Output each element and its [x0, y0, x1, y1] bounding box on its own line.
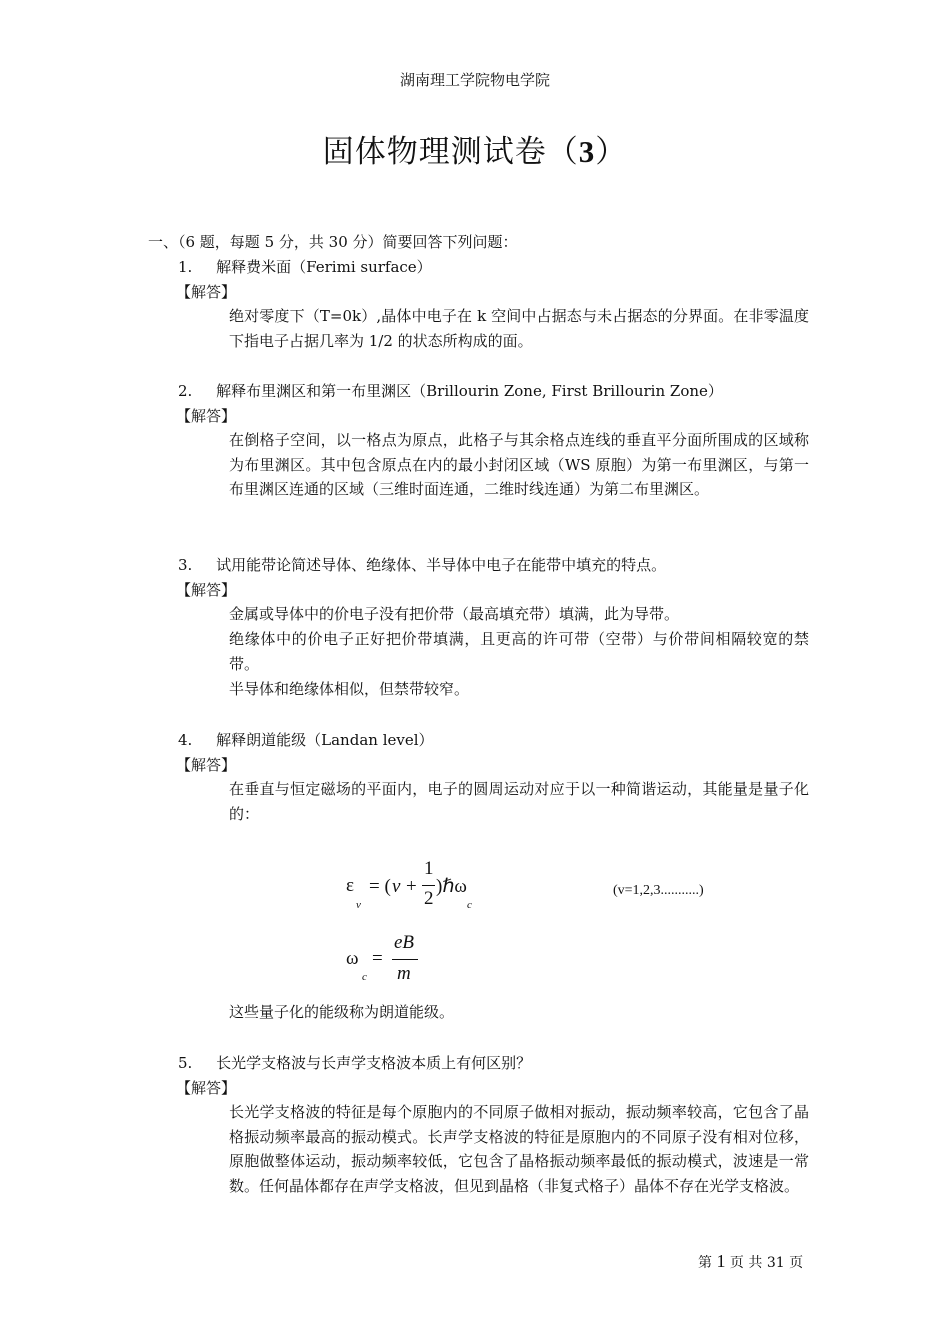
formula-equals: = ( — [369, 876, 391, 897]
footer-mid: 页 共 — [729, 1255, 763, 1271]
question-4 — [178, 728, 434, 752]
question-text: 试用能带论简述导体、绝缘体、半导体中电子在能带中填充的特点。 — [216, 556, 667, 574]
question-1 — [178, 255, 432, 279]
answer-paragraph: 半导体和绝缘体相似，但禁带较窄。 — [229, 680, 470, 698]
formula-condition: (v=1,2,3...........) — [613, 883, 704, 898]
footer-post: 页 — [789, 1255, 804, 1271]
answer-label: 【解答】 — [176, 407, 237, 425]
question-2 — [178, 379, 723, 403]
question-number: 3. — [178, 556, 193, 574]
question-text: 解释布里渊区和第一布里渊区（Brillourin Zone, First Brillourin Zone） — [216, 382, 723, 400]
formula-equals: = — [372, 948, 383, 969]
formula-hbar-omega: )ℏω — [436, 876, 467, 897]
question-text: 长光学支格波与长声学支格波本质上有何区别？ — [216, 1054, 532, 1072]
fraction-bar — [392, 959, 418, 960]
answer-paragraph: 在垂直与恒定磁场的平面内，电子的圆周运动对应于以一种简谐运动，其能量是量子化的： — [229, 780, 809, 823]
formula-subscript-v: v — [356, 899, 361, 911]
formula-numerator: eB — [394, 932, 415, 953]
answer-label: 【解答】 — [176, 1079, 237, 1097]
answer-paragraph: 金属或导体中的价电子没有把价带（最高填充带）填满，此为导带。 — [229, 605, 680, 623]
answer-paragraph: 绝缘体中的价电子正好把价带填满，且更高的许可带（空带）与价带间相隔较宽的禁带。 — [229, 630, 809, 673]
fraction-bar — [422, 885, 435, 886]
page-title — [0, 130, 950, 174]
question-5 — [178, 1051, 531, 1075]
formula-subscript-c: c — [467, 899, 472, 911]
formula-numerator: 1 — [424, 858, 434, 879]
page-number: 1 — [716, 1251, 726, 1271]
answer-paragraph: 在倒格子空间，以一格点为原点，此格子与其余格点连线的垂直平分面所围成的区域称为布里渊区。其中包含原点在内的最小封闭区域（WS 原胞）为第一布里渊区，与第一布里渊区连通的区域（三维时面连通，二维时线连通）为第二布里渊区。 — [229, 431, 809, 498]
question-number: 2. — [178, 382, 193, 400]
footer-pre: 第 — [698, 1255, 712, 1271]
formula-omega: ω — [346, 948, 359, 969]
answer-label: 【解答】 — [176, 283, 237, 301]
question-text: 解释费米面（Ferimi surface） — [216, 258, 432, 276]
question-text: 解释朗道能级（Landan level） — [216, 731, 434, 749]
question-number: 5. — [178, 1054, 193, 1072]
title-text: 固体物理测试卷（ — [322, 134, 579, 170]
formula-plus: + — [406, 876, 417, 897]
question-3 — [178, 553, 666, 577]
formula-denominator: 2 — [424, 888, 434, 909]
formula-epsilon: ε — [346, 875, 354, 896]
answer-paragraph: 这些量子化的能级称为朗道能级。 — [229, 1003, 455, 1021]
answer-paragraph: 长光学支格波的特征是每个原胞内的不同原子做相对振动，振动频率较高，它包含了晶格振动频率最高的振动模式。长声学支格波的特征是原胞内的不同原子没有相对位移，原胞做整体运动，振动频率较低，它包含了晶格振动频率最低的振动模式，波速是一常数。任何晶体都存在声学支格波，但见到晶格（非复式格子）晶体不存在光学支格波。 — [229, 1103, 809, 1195]
question-number: 1. — [178, 258, 193, 276]
section-heading: 一、（6 题，每题 5 分，共 30 分）简要回答下列问题： — [148, 233, 518, 251]
page-header: 湖南理工学院物电学院 — [399, 71, 550, 89]
formula-variable-v: v — [392, 876, 401, 897]
answer-label: 【解答】 — [176, 756, 237, 774]
answer-label: 【解答】 — [176, 581, 237, 599]
formula-denominator: m — [397, 963, 411, 984]
question-number: 4. — [178, 731, 193, 749]
title-close: ） — [595, 134, 628, 170]
page-footer — [698, 1249, 803, 1275]
total-pages: 31 — [766, 1255, 785, 1271]
title-number: 3 — [578, 134, 596, 169]
formula-subscript-c: c — [362, 971, 367, 983]
answer-paragraph: 绝对零度下（T=0k）,晶体中电子在 k 空间中占据态与未占据态的分界面。在非零温度下指电子占据几率为 1/2 的状态所构成的面。 — [229, 307, 809, 350]
